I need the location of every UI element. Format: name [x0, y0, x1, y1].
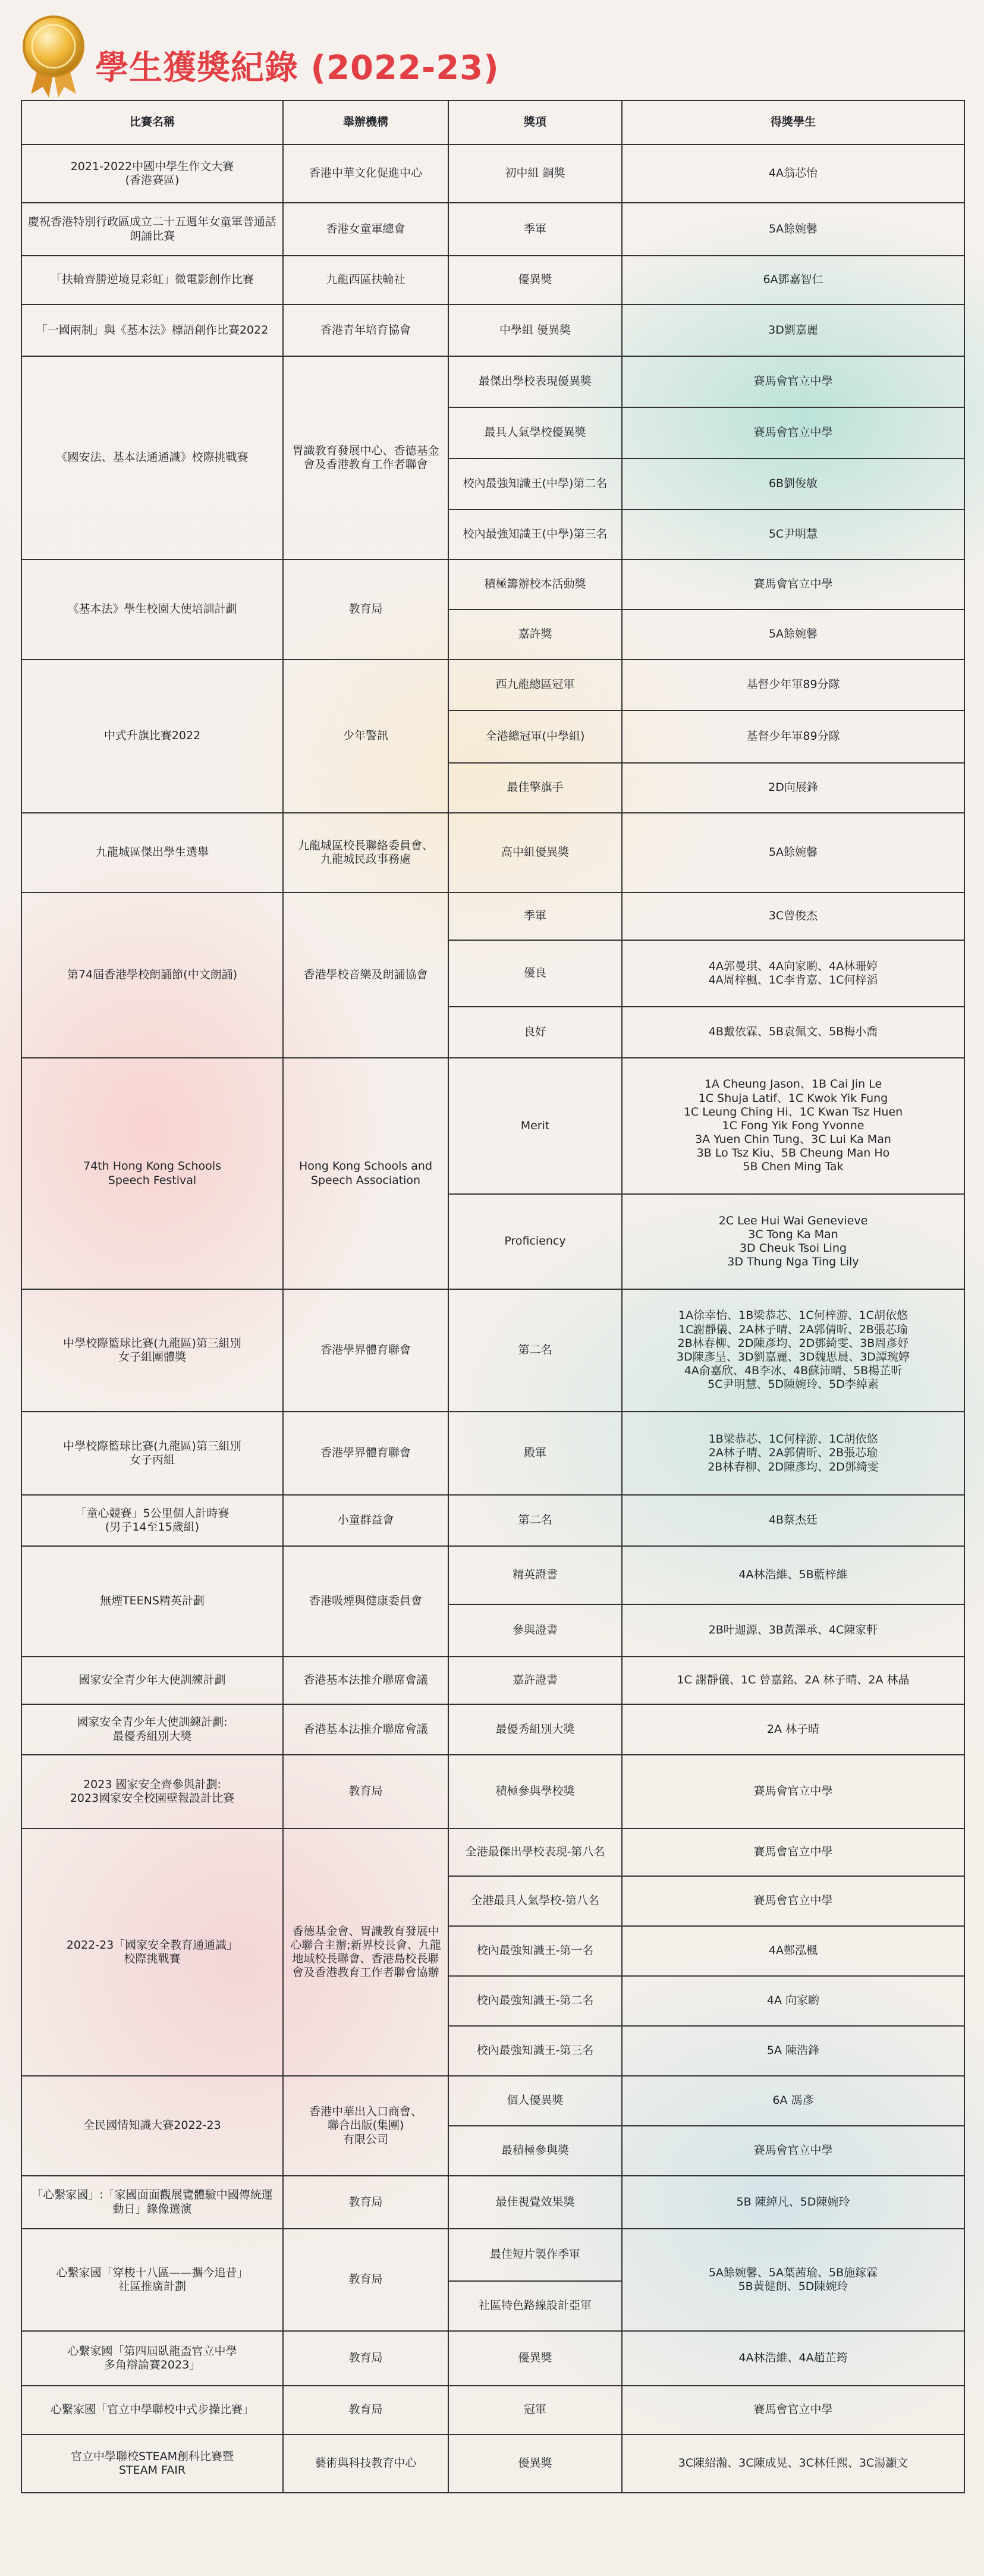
winner-cell: 2B叶迦源、3B黃澤承、4C陳家軒: [622, 1604, 964, 1657]
winner-cell: 5A餘婉馨、5A葉茜瑜、5B施鎵霖 5B黃健朗、5D陳婉玲: [622, 2229, 964, 2331]
award-cell: 冠軍: [448, 2386, 622, 2434]
competition-cell: 中學校際籃球比賽(九龍區)第三組別 女子丙組: [21, 1412, 283, 1495]
competition-cell: 74th Hong Kong Schools Speech Festival: [21, 1058, 283, 1289]
organizer-cell: 教育局: [283, 2176, 448, 2229]
award-cell: 良好: [448, 1007, 622, 1058]
winner-cell: 5A餘婉馨: [622, 813, 964, 893]
competition-cell: 第74屆香港學校朗誦節(中文朗誦): [21, 893, 283, 1058]
winner-cell: 賽馬會官立中學: [622, 2126, 964, 2176]
competition-cell: 國家安全青少年大使訓練計劃: [21, 1657, 283, 1704]
organizer-cell: 香港學界體育聯會: [283, 1289, 448, 1412]
winner-cell: 基督少年軍89分隊: [622, 711, 964, 763]
award-cell: 校內最強知識王-第二名: [448, 1976, 622, 2026]
award-cell: 校內最強知識王-第三名: [448, 2026, 622, 2076]
winner-cell: 3D劉嘉麗: [622, 304, 964, 356]
organizer-cell: 香港女童軍總會: [283, 203, 448, 256]
award-cell: 積極參與學校獎: [448, 1755, 622, 1829]
table-header-row: [21, 100, 964, 144]
winner-cell: 5A 陳浩鋒: [622, 2026, 964, 2076]
table-row: [21, 1495, 964, 1546]
table-row: [21, 2434, 964, 2493]
winner-cell: 2D向展鋒: [622, 763, 964, 813]
organizer-cell: 教育局: [283, 2229, 448, 2331]
organizer-cell: 香德基金會、胃識教育發展中心聯合主辦;新界校長會、九龍地域校長聯會、香港島校長聯會及香港教育工作者聯會協辦: [283, 1829, 448, 2076]
award-cell: 校內最強知識王-第一名: [448, 1926, 622, 1976]
competition-cell: 無煙TEENS精英計劃: [21, 1546, 283, 1657]
organizer-cell: 香港學校音樂及朗誦協會: [283, 893, 448, 1058]
competition-cell: 中學校際籃球比賽(九龍區)第三組別 女子組團體獎: [21, 1289, 283, 1412]
award-cell: 季軍: [448, 203, 622, 256]
page-title: 學生獲獎紀錄 (2022-23): [95, 49, 499, 87]
organizer-cell: 藝術與科技教育中心: [283, 2434, 448, 2493]
competition-cell: 國家安全青少年大使訓練計劃: 最優秀組別大獎: [21, 1704, 283, 1755]
winner-cell: 5C尹明慧: [622, 510, 964, 560]
organizer-cell: 香港青年培育協會: [283, 304, 448, 356]
competition-cell: 慶祝香港特別行政區成立二十五週年女童軍普通話朗誦比賽: [21, 203, 283, 256]
award-cell: 全港最傑出學校表現-第八名: [448, 1829, 622, 1876]
winner-cell: 賽馬會官立中學: [622, 1755, 964, 1829]
winner-cell: 4A林浩維、4A趙芷筠: [622, 2331, 964, 2386]
winner-cell: 4A鄭泓楓: [622, 1926, 964, 1976]
table-row: [21, 893, 964, 940]
winner-cell: 賽馬會官立中學: [622, 2386, 964, 2434]
organizer-cell: 香港中華文化促進中心: [283, 144, 448, 203]
award-cell: 優異獎: [448, 2434, 622, 2493]
winner-cell: 基督少年軍89分隊: [622, 659, 964, 711]
organizer-cell: 教育局: [283, 1755, 448, 1829]
table-row: [21, 356, 964, 407]
table-row: [21, 2229, 964, 2281]
winner-cell: 5A餘婉馨: [622, 203, 964, 256]
winner-cell: 1A Cheung Jason、1B Cai Jin Le 1C Shuja Latif、1C Kwok Yik Fung 1C Leung Ching Hi、1C Kwan Tsz Huen 1C Fong Yik Fong Yvonne 3A Yuen Chin Tung、3C Lui Ka Man 3B Lo Tsz Kiu、5B Cheung Man Ho 5B Chen Ming Tak: [622, 1058, 964, 1194]
winner-cell: 1C 謝靜儀、1C 曾嘉銘、2A 林子晴、2A 林晶: [622, 1657, 964, 1704]
header-organizer: 舉辦機構: [283, 100, 448, 144]
table-row: [21, 1546, 964, 1604]
competition-cell: 「心繫家國」:「家國面面觀展覽體驗中國傳統運動日」錄像選演: [21, 2176, 283, 2229]
award-cell: 校內最強知識王(中學)第三名: [448, 510, 622, 560]
winner-cell: 6A鄧嘉智仁: [622, 256, 964, 304]
award-cell: 積極籌辦校本活動獎: [448, 560, 622, 610]
organizer-cell: 香港學界體育聯會: [283, 1412, 448, 1495]
winner-cell: 5B 陳綽凡、5D陳婉玲: [622, 2176, 964, 2229]
award-cell: 最優秀組別大獎: [448, 1704, 622, 1755]
winner-cell: 賽馬會官立中學: [622, 356, 964, 407]
table-row: [21, 1412, 964, 1495]
award-cell: Merit: [448, 1058, 622, 1194]
organizer-cell: Hong Kong Schools and Speech Association: [283, 1058, 448, 1289]
winner-cell: 3C曾俊杰: [622, 893, 964, 940]
award-cell: 優異獎: [448, 256, 622, 304]
winner-cell: 4A郭曼琪、4A向家喲、4A林珊婷 4A周梓楓、1C李肯嘉、1C何梓滔: [622, 940, 964, 1007]
award-cell: 初中組 銅獎: [448, 144, 622, 203]
table-row: [21, 304, 964, 356]
organizer-cell: 教育局: [283, 2331, 448, 2386]
award-cell: 中學組 優異獎: [448, 304, 622, 356]
winner-cell: 4A林浩維、5B藍梓維: [622, 1546, 964, 1604]
award-cell: 第二名: [448, 1495, 622, 1546]
award-cell: 參與證書: [448, 1604, 622, 1657]
winner-cell: 6B劉俊敏: [622, 458, 964, 510]
award-cell: 最佳擎旗手: [448, 763, 622, 813]
award-cell: Proficiency: [448, 1194, 622, 1289]
table-row: [21, 1829, 964, 1876]
award-cell: 最傑出學校表現優異獎: [448, 356, 622, 407]
organizer-cell: 少年警訊: [283, 659, 448, 813]
organizer-cell: 香港中華出入口商會、 聯合出版(集團) 有限公司: [283, 2076, 448, 2176]
page-header: [18, 11, 969, 100]
organizer-cell: 九龍城區校長聯絡委員會、 九龍城民政事務處: [283, 813, 448, 893]
header-competition: 比賽名稱: [21, 100, 283, 144]
competition-cell: 《基本法》學生校園大使培訓計劃: [21, 560, 283, 659]
award-cell: 社區特色路線設計亞軍: [448, 2281, 622, 2331]
competition-cell: 中式升旗比賽2022: [21, 659, 283, 813]
award-cell: 個人優異獎: [448, 2076, 622, 2126]
table-row: [21, 256, 964, 304]
header-winner: 得獎學生: [622, 100, 964, 144]
organizer-cell: 九龍西區扶輪社: [283, 256, 448, 304]
competition-cell: 2023 國家安全齊參與計劃: 2023國家安全校園壁報設計比賽: [21, 1755, 283, 1829]
table-row: [21, 813, 964, 893]
table-row: [21, 2331, 964, 2386]
organizer-cell: 胃識教育發展中心、香德基金會及香港教育工作者聯會: [283, 356, 448, 560]
table-row: [21, 1289, 964, 1412]
header-award: 獎項: [448, 100, 622, 144]
competition-cell: 《國安法、基本法通通識》校際挑戰賽: [21, 356, 283, 560]
table-row: [21, 659, 964, 711]
winner-cell: 1B梁恭芯、1C何梓游、1C胡依悠 2A林子晴、2A郭倩昕、2B張芯瑜 2B林春柳、2D陳彥均、2D鄧綺雯: [622, 1412, 964, 1495]
competition-cell: 心繫家國「官立中學聯校中式步操比賽」: [21, 2386, 283, 2434]
table-row: [21, 1704, 964, 1755]
competition-cell: 九龍城區傑出學生選舉: [21, 813, 283, 893]
award-cell: 殿軍: [448, 1412, 622, 1495]
award-cell: 嘉許獎: [448, 610, 622, 659]
table-row: [21, 2386, 964, 2434]
award-cell: 最具人氣學校優異獎: [448, 407, 622, 458]
winner-cell: 4B蔡杰廷: [622, 1495, 964, 1546]
winner-cell: 4B戴依霖、5B袁佩文、5B梅小喬: [622, 1007, 964, 1058]
winner-cell: 賽馬會官立中學: [622, 560, 964, 610]
competition-cell: 心繫家國「第四屆臥龍盃官立中學 多角辯論賽2023」: [21, 2331, 283, 2386]
competition-cell: 「童心競賽」5公里個人計時賽 (男子14至15歲組): [21, 1495, 283, 1546]
organizer-cell: 香港吸煙與健康委員會: [283, 1546, 448, 1657]
award-cell: 全港總冠軍(中學組): [448, 711, 622, 763]
winner-cell: 6A 馮彥: [622, 2076, 964, 2126]
awards-table: [21, 100, 965, 2493]
winner-cell: 賽馬會官立中學: [622, 1829, 964, 1876]
competition-cell: 「扶輪齊勝逆境見彩虹」微電影創作比賽: [21, 256, 283, 304]
award-cell: 最佳短片製作季軍: [448, 2229, 622, 2281]
winner-cell: 5A餘婉馨: [622, 610, 964, 659]
award-cell: 校內最強知識王(中學)第二名: [448, 458, 622, 510]
winner-cell: 2A 林子晴: [622, 1704, 964, 1755]
award-cell: 第二名: [448, 1289, 622, 1412]
award-cell: 優良: [448, 940, 622, 1007]
winner-cell: 1A徐幸怡、1B梁恭芯、1C何梓游、1C胡依悠 1C謝靜儀、2A林子晴、2A郭倩昕、2B張芯瑜 2B林春柳、2D陳彥均、2D鄧綺雯、3B周彥妤 3D陳彥呈、3D劉嘉麗、3D魏思晨、3D譚琬婷 4A俞嘉欣、4B李冰、4B蘇沛晴、5B楊芷昕 5C尹明慧、5D陳婉玲、5D李綽素: [622, 1289, 964, 1412]
organizer-cell: 教育局: [283, 2386, 448, 2434]
winner-cell: 2C Lee Hui Wai Genevieve 3C Tong Ka Man 3D Cheuk Tsoi Ling 3D Thung Nga Ting Lily: [622, 1194, 964, 1289]
organizer-cell: 香港基本法推介聯席會議: [283, 1704, 448, 1755]
gold-medal-icon: [18, 11, 89, 100]
award-cell: 全港最具人氣學校-第八名: [448, 1876, 622, 1926]
organizer-cell: 教育局: [283, 560, 448, 659]
organizer-cell: 小童群益會: [283, 1495, 448, 1546]
winner-cell: 4A 向家喲: [622, 1976, 964, 2026]
award-cell: 高中組優異獎: [448, 813, 622, 893]
table-row: [21, 560, 964, 610]
table-row: [21, 1755, 964, 1829]
table-row: [21, 144, 964, 203]
award-cell: 優異獎: [448, 2331, 622, 2386]
table-row: [21, 1058, 964, 1194]
organizer-cell: 香港基本法推介聯席會議: [283, 1657, 448, 1704]
winner-cell: 賽馬會官立中學: [622, 1876, 964, 1926]
competition-cell: 2022-23「國家安全教育通通識」 校際挑戰賽: [21, 1829, 283, 2076]
award-cell: 季軍: [448, 893, 622, 940]
table-row: [21, 203, 964, 256]
competition-cell: 全民國情知識大賽2022-23: [21, 2076, 283, 2176]
award-cell: 精英證書: [448, 1546, 622, 1604]
award-cell: 最佳視覺效果獎: [448, 2176, 622, 2229]
competition-cell: 2021-2022中國中學生作文大賽 (香港賽區): [21, 144, 283, 203]
award-cell: 西九龍總區冠軍: [448, 659, 622, 711]
winner-cell: 4A翁芯怡: [622, 144, 964, 203]
award-cell: 嘉許證書: [448, 1657, 622, 1704]
table-row: [21, 1657, 964, 1704]
table-row: [21, 2176, 964, 2229]
award-cell: 最積極參與獎: [448, 2126, 622, 2176]
competition-cell: 官立中學聯校STEAM創科比賽暨 STEAM FAIR: [21, 2434, 283, 2493]
competition-cell: 心繫家國「穿梭十八區——攜今追昔」 社區推廣計劃: [21, 2229, 283, 2331]
winner-cell: 3C陳紹瀚、3C陳成晃、3C林任熙、3C湯灝文: [622, 2434, 964, 2493]
winner-cell: 賽馬會官立中學: [622, 407, 964, 458]
table-row: [21, 2076, 964, 2126]
competition-cell: 「一國兩制」與《基本法》標語創作比賽2022: [21, 304, 283, 356]
